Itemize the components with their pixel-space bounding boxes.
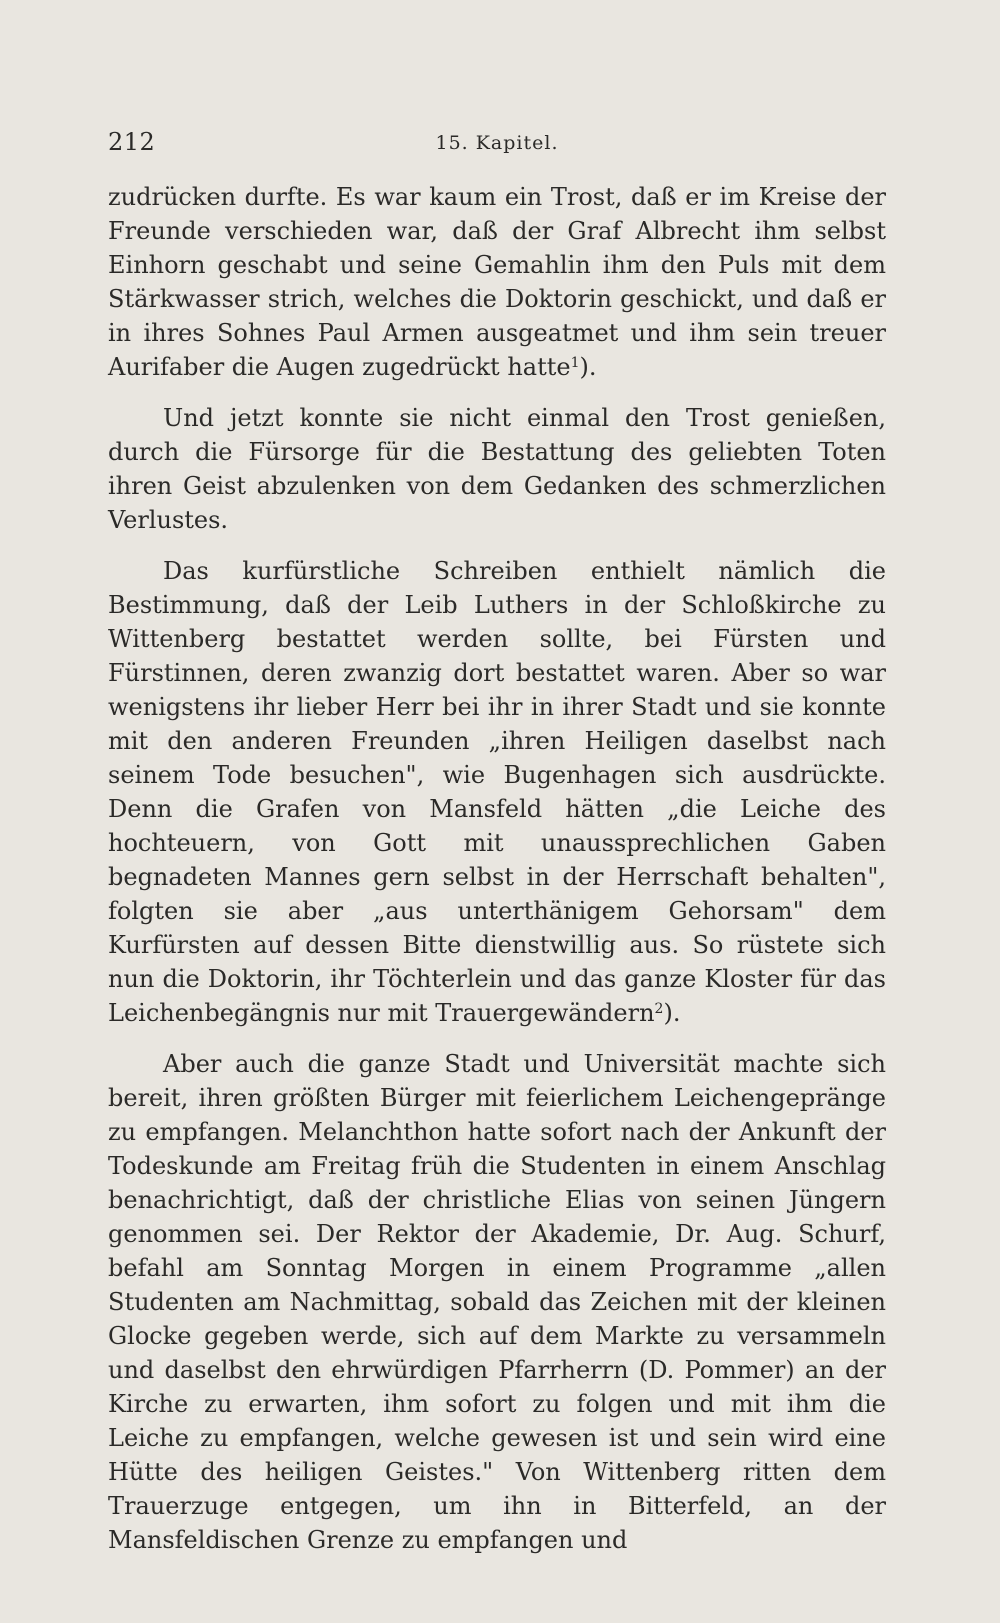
- paragraph: [108, 554, 886, 1030]
- paragraph-end: ).: [663, 999, 681, 1027]
- paragraph-text: Aber auch die ganze Stadt und Universität machte sich bereit, ihren größten Bürger mit feierlichem Leichengepränge zu empfangen. Melanchthon hatte sofort nach der Ankunft der Todeskunde am Freitag früh die Studenten in einem Anschlag benachrichtigt, daß der christliche Elias von seinen Jüngern genommen sei. Der Rektor der Akademie, Dr. Aug. Schurf, befahl am Sonntag Morgen in einem Programme „allen Studenten am Nachmittag, sobald das Zeichen mit der kleinen Glocke gegeben werde, sich auf dem Markte zu versammeln und daselbst den ehrwürdigen Pfarrherrn (D. Pommer) an der Kirche zu erwarten, ihm sofort zu folgen und mit ihm die Leiche zu empfangen, welche gewesen ist und sein wird eine Hütte des heiligen Geistes." Von Wittenberg ritten dem Trauerzuge entgegen, um ihn in Bitterfeld, an der Mansfeldischen Grenze zu empfangen und: [108, 1050, 886, 1554]
- footnote-marker: 2: [654, 1001, 664, 1017]
- footnote-marker: 1: [570, 355, 580, 371]
- paragraph-text: Das kurfürstliche Schreiben enthielt nämlich die Bestimmung, daß der Leib Luthers in der Schloßkirche zu Wittenberg bestattet werden sollte, bei Fürsten und Fürstinnen, deren zwanzig dort bestattet waren. Aber so war wenigstens ihr lieber Herr bei ihr in ihrer Stadt und sie konnte mit den anderen Freunden „ihren Heiligen daselbst nach seinem Tode besuchen", wie Bugenhagen sich ausdrückte. Denn die Grafen von Mansfeld hätten „die Leiche des hochteuern, von Gott mit unaussprechlichen Gaben begnadeten Mannes gern selbst in der Herrschaft behalten", folgten sie aber „aus unterthänigem Gehorsam" dem Kurfürsten auf dessen Bitte dienstwillig aus. So rüstete sich nun die Doktorin, ihr Töchterlein und das ganze Kloster für das Leichenbegängnis nur mit Trauergewändern: [108, 557, 886, 1027]
- paragraph-text: Und jetzt konnte sie nicht einmal den Trost genießen, durch die Fürsorge für die Bestattung des geliebten Toten ihren Geist abzulenken von dem Gedanken des schmerzlichen Verlustes.: [108, 404, 886, 534]
- page-header: [108, 128, 886, 164]
- running-head: 15. Kapitel.: [435, 132, 559, 154]
- body-text: [108, 180, 886, 1557]
- paragraph-text: zudrücken durfte. Es war kaum ein Trost, daß er im Kreise der Freunde verschieden war, daß der Graf Albrecht ihm selbst Einhorn geschabt und seine Gemahlin ihm den Puls mit dem Stärkwasser strich, welches die Doktorin geschickt, und daß er in ihres Sohnes Paul Armen ausgeatmet und ihm sein treuer Aurifaber die Augen zugedrückt hatte: [108, 183, 886, 381]
- paragraph: [108, 1047, 886, 1557]
- page-number: 212: [108, 128, 156, 156]
- paragraph-end: ).: [579, 353, 597, 381]
- paragraph: [108, 401, 886, 537]
- paragraph: [108, 180, 886, 384]
